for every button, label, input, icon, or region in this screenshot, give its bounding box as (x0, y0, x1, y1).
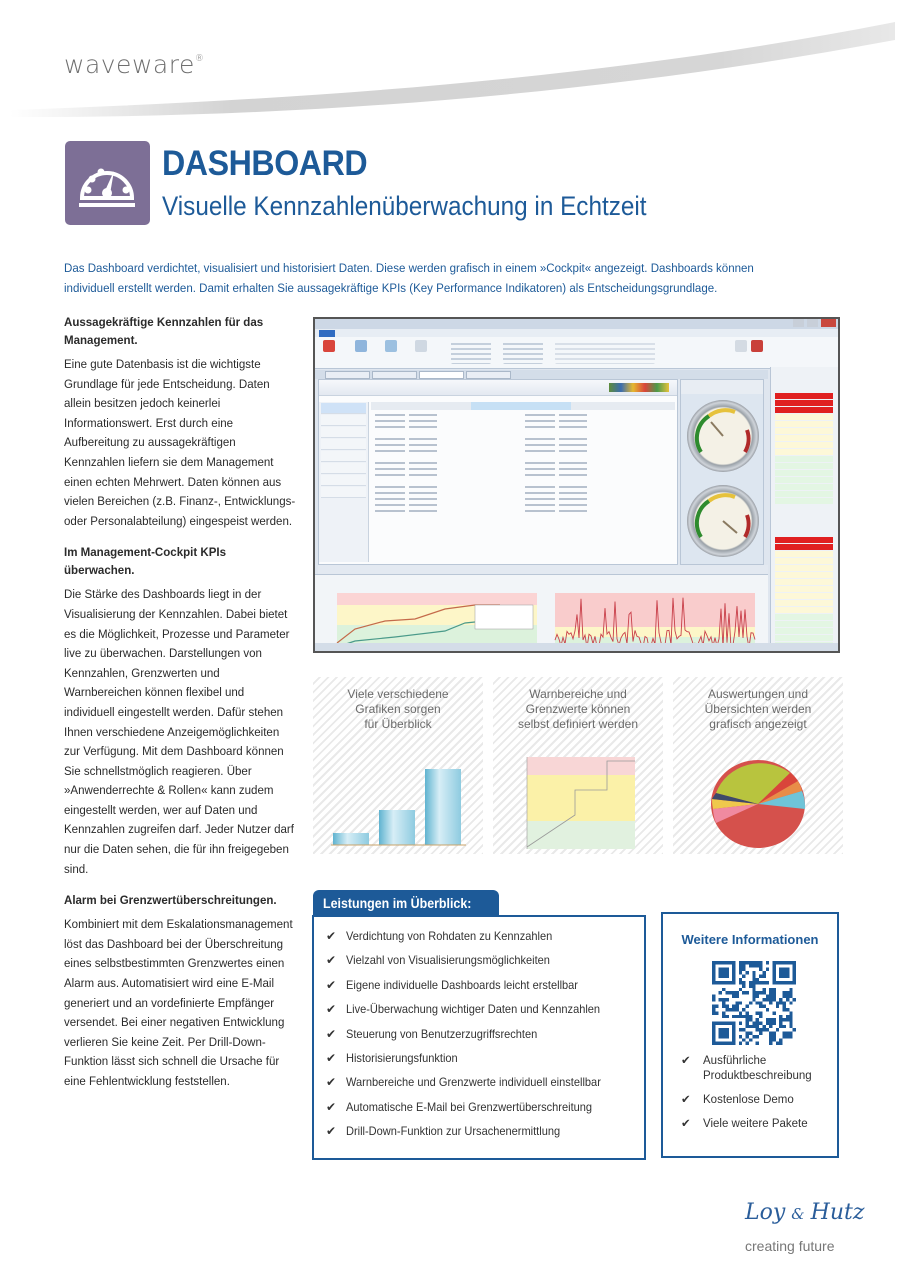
check-icon: ✔ (326, 977, 337, 992)
minimize-button (793, 319, 804, 327)
data-cell (375, 414, 405, 416)
data-cell (525, 426, 555, 428)
data-cell (525, 498, 555, 500)
data-cell (559, 462, 587, 464)
leistungen-title: Leistungen im Überblick: (313, 890, 499, 917)
kpi-row (775, 635, 833, 641)
cockpit-nav (319, 402, 369, 562)
section-heading: Aussagekräftige Kennzahlen für das Management. (64, 315, 264, 347)
data-cell (375, 504, 405, 506)
kpi-row (775, 621, 833, 627)
list-item: ✔ Drill-Down-Funktion zur Ursachenermittlung (326, 1124, 561, 1139)
check-icon: ✔ (326, 929, 337, 943)
data-cell (559, 444, 587, 446)
ribbon-icon (385, 340, 397, 352)
data-cell (559, 474, 587, 476)
data-cell (525, 486, 555, 488)
kpi-row (775, 565, 833, 571)
list-item: ✔ Live-Überwachung wichtiger Daten und Kennzahlen (326, 1002, 601, 1017)
section-body: Kombiniert mit dem Eskalationsmanagement löst das Dashboard bei der Überschreitung eines selbstbestimmten Grenzwertes einen Alarm aus. Automatisiert wird eine E-Mail generiert und an vordefinierte Empfänger versendet. Bei einer negativen Entwicklung verlieren Sie keine Zeit. Per Drill-Down-Funktion lässt sich schnell die Ursache für eine Fehlentwicklung feststellen. (64, 917, 293, 1088)
list-item: ✔ Vielzahl von Visualisierungsmöglichkeiten (326, 953, 550, 968)
ribbon-group (503, 340, 543, 364)
ribbon-tabs (315, 329, 838, 337)
data-cell (525, 420, 555, 422)
cockpit-footer (318, 565, 768, 574)
data-cell (375, 444, 405, 446)
tile-thresholds (493, 677, 663, 854)
history-panel (315, 574, 768, 653)
tagline: creating future (745, 1238, 835, 1254)
nav-item (321, 475, 366, 486)
data-cell (409, 510, 437, 512)
data-cell (409, 486, 437, 488)
data-cell (375, 438, 405, 440)
tile-evaluations (673, 677, 843, 854)
data-cell (375, 426, 405, 428)
data-cell (559, 486, 587, 488)
kpi-row (775, 558, 833, 564)
tile-caption: Viele verschiedene Grafiken sorgen für Überblick (347, 687, 449, 731)
nav-item (321, 439, 366, 450)
data-cell (525, 492, 555, 494)
data-cell (525, 474, 555, 476)
kpi-row (775, 414, 833, 420)
window-titlebar (315, 319, 838, 329)
kpi-row (775, 400, 833, 406)
data-cell (409, 504, 437, 506)
threshold-chart-icon (515, 755, 635, 853)
kpi-row (775, 407, 833, 413)
data-cell (375, 510, 405, 512)
loy-hutz-logo: Loy & Hutz (745, 1200, 865, 1225)
tile-graphics (313, 677, 483, 854)
data-cell (559, 438, 587, 440)
data-cell (525, 414, 555, 416)
ribbon-icon (415, 340, 427, 352)
data-cell (525, 504, 555, 506)
document-tab (466, 371, 511, 379)
intro-line: Das Dashboard verdichtet, visualisiert und historisiert Daten. Diese werden grafisch in einem »Cockpit« angezeigt. Dashboards können (64, 261, 754, 275)
registered-mark: ® (194, 54, 205, 64)
kpi-row (775, 607, 833, 613)
list-item: ✔ Viele weitere Pakete (681, 1118, 808, 1130)
data-cell (375, 492, 405, 494)
kpi-row (775, 572, 833, 578)
info-title: Weitere Informationen (681, 932, 819, 947)
ribbon-icon (735, 340, 747, 352)
check-icon: ✔ (326, 1050, 337, 1065)
cockpit-panel (318, 379, 678, 565)
kpi-row (775, 442, 833, 448)
leistungen-list (326, 929, 623, 1149)
data-cell (559, 510, 587, 512)
data-cell (559, 468, 587, 470)
ribbon-group (555, 340, 655, 364)
data-cell (375, 474, 405, 476)
data-cell (525, 462, 555, 464)
list-item: ✔ Historisierungsfunktion (326, 1050, 458, 1065)
info-list (681, 1054, 823, 1141)
check-icon: ✔ (681, 1055, 691, 1067)
data-cell (525, 438, 555, 440)
cockpit-header (319, 380, 677, 396)
kpi-row (775, 428, 833, 434)
section-heading: Im Management-Cockpit KPIs überwachen. (64, 545, 227, 578)
ribbon (315, 337, 838, 369)
kpi-row (775, 544, 833, 550)
data-cell (559, 426, 587, 428)
kpi-row (775, 484, 833, 490)
check-icon: ✔ (326, 1026, 337, 1041)
data-cell (409, 468, 437, 470)
toolbar-icons (609, 383, 669, 392)
dashboard-gauge-icon (65, 141, 150, 225)
info-box (661, 912, 839, 1158)
ribbon-group (451, 340, 491, 364)
intro-text (64, 258, 843, 298)
kpi-row (775, 435, 833, 441)
column-header (471, 402, 571, 410)
tile-caption: Auswertungen und Übersichten werden grafisch angezeigt (704, 687, 812, 731)
check-icon: ✔ (681, 1118, 691, 1130)
check-icon: ✔ (326, 1099, 337, 1114)
list-item: ✔ Steuerung von Benutzerzugriffsrechten (326, 1026, 538, 1041)
gauge-toolbar (681, 380, 763, 394)
close-dashboard-icon (323, 340, 335, 352)
check-icon: ✔ (326, 953, 337, 968)
data-cell (525, 450, 555, 452)
list-item: ✔ Eigene individuelle Dashboards leicht erstellbar (326, 977, 578, 992)
data-cell (559, 420, 587, 422)
page-subtitle: Visuelle Kennzahlenüberwachung in Echtzeit (162, 191, 647, 221)
tile-caption: Warnbereiche und Grenzwerte können selbst definiert werden (517, 687, 639, 731)
data-cell (525, 468, 555, 470)
section-body: Eine gute Datenbasis ist die wichtigste Grundlage für jede Entscheidung. Daten allein besitzen jedoch keinerlei Informationswert. Erst durch eine Aufbereitung zu aussagekräftigen Kennzahlen liefern sie dem Management einen echten Mehrwert. Daten können aus vielen Bereichen (z.B. Finanz-, Entwicklungs- oder Personalabteilung) eingespeist werden. (64, 357, 296, 528)
nav-item (321, 487, 366, 498)
nav-item (321, 403, 366, 414)
document-tab (372, 371, 417, 379)
data-cell (409, 474, 437, 476)
data-cell (409, 426, 437, 428)
data-cell (525, 444, 555, 446)
gauge (687, 485, 759, 557)
list-item: ✔ Ausführliche Produktbeschreibung (681, 1055, 812, 1082)
kpi-row (775, 421, 833, 427)
data-cell (375, 468, 405, 470)
nav-item (321, 427, 366, 438)
kpi-row (775, 449, 833, 455)
data-cell (409, 438, 437, 440)
kpi-row (775, 393, 833, 399)
ribbon-icon (355, 340, 367, 352)
kpi-row (775, 586, 833, 592)
kpi-row (775, 614, 833, 620)
logo-text: waveware (64, 50, 195, 79)
data-cell (525, 510, 555, 512)
nav-item (321, 415, 366, 426)
kpi-row (775, 491, 833, 497)
left-column (64, 313, 296, 1102)
data-cell (375, 462, 405, 464)
document-tabs (315, 370, 768, 379)
kpi-row (775, 456, 833, 462)
data-cell (409, 462, 437, 464)
nav-item (321, 451, 366, 462)
list-item: ✔ Kostenlose Demo (681, 1094, 794, 1106)
kpi-row (775, 477, 833, 483)
kpi-row (775, 579, 833, 585)
waveware-logo (64, 50, 204, 79)
column-header (571, 402, 675, 410)
kpi-row (775, 498, 833, 504)
data-cell (409, 498, 437, 500)
data-cell (409, 414, 437, 416)
section-heading: Alarm bei Grenzwertüberschreitungen. (64, 893, 277, 908)
check-icon: ✔ (326, 1124, 337, 1139)
intro-line: individuell erstellt werden. Damit erhalten Sie aussagekräftige KPIs (Key Performance Indikatoren) als Entscheidungsgrundlage. (64, 281, 718, 295)
pie-chart-icon (708, 757, 808, 851)
data-cell (409, 420, 437, 422)
gauge-panel (680, 379, 764, 565)
close-button (821, 319, 836, 327)
maximize-button (807, 319, 818, 327)
check-icon: ✔ (681, 1094, 691, 1106)
ribbon-icon (751, 340, 763, 352)
kpi-row (775, 551, 833, 557)
section-body: Die Stärke des Dashboards liegt in der Visualisierung der Kennzahlen. Dabei bietet es die Möglichkeit, Prozesse und Parameter live zu überwachen. Darstellungen von Kennzahlen, Grenzwerten und Warnbereichen können flexibel und individuell eingestellt werden. Dafür stehen Ihnen verschiedene Anzeigemöglichkeiten zur Verfügung. Mit dem Dashboard können Sie schnellstmöglich reagieren. Über »Anwenderrechte & Rollen« kann zudem eingestellt werden, wer auf Daten und Kennzahlen zugreifen darf. Jeder Nutzer darf nur die Daten sehen, die für ihn freigegeben sind. (64, 587, 294, 876)
data-cell (375, 498, 405, 500)
data-cell (559, 498, 587, 500)
data-cell (409, 492, 437, 494)
gauge (687, 400, 759, 472)
list-item: ✔ Automatische E-Mail bei Grenzwertüberschreitung (326, 1099, 593, 1114)
bar-chart-icon (331, 757, 471, 852)
kpi-row (775, 600, 833, 606)
kpi-row (775, 593, 833, 599)
data-cell (409, 450, 437, 452)
qr-code[interactable] (712, 961, 796, 1045)
page-title: DASHBOARD (162, 144, 368, 183)
document-tab (419, 371, 464, 379)
kpi-row (775, 537, 833, 543)
list-item: ✔ Verdichtung von Rohdaten zu Kennzahlen (326, 929, 553, 943)
file-menu-button (319, 330, 335, 337)
data-cell (559, 504, 587, 506)
status-bar (315, 643, 838, 651)
data-cell (559, 414, 587, 416)
data-cell (375, 420, 405, 422)
app-screenshot (313, 317, 840, 653)
kpi-row (775, 628, 833, 634)
data-cell (409, 444, 437, 446)
data-cell (559, 450, 587, 452)
kpi-sidepanel (770, 367, 840, 653)
kpi-row (775, 470, 833, 476)
nav-item (321, 463, 366, 474)
document-tab (325, 371, 370, 379)
leistungen-box (312, 915, 646, 1160)
check-icon: ✔ (326, 1002, 337, 1017)
list-item: ✔ Warnbereiche und Grenzwerte individuell einstellbar (326, 1075, 601, 1090)
data-cell (559, 492, 587, 494)
kpi-row (775, 463, 833, 469)
data-cell (375, 450, 405, 452)
check-icon: ✔ (326, 1075, 337, 1090)
column-header (371, 402, 471, 410)
data-cell (375, 486, 405, 488)
